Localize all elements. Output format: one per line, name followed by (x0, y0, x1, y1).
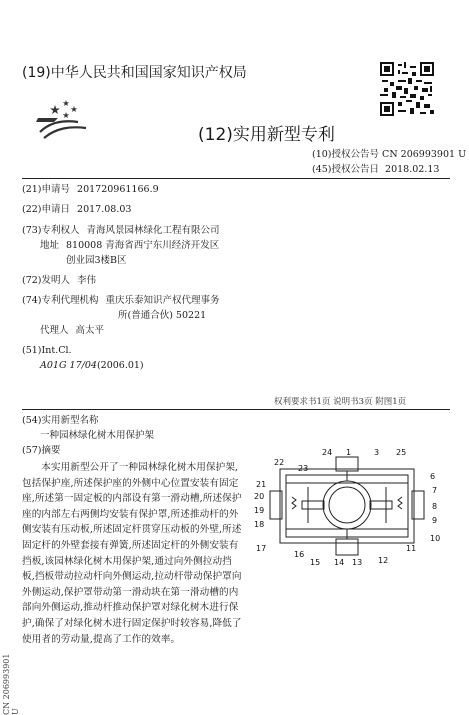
address-line-1: 810008 青海省西宁东川经济开发区 (66, 240, 220, 251)
biblio-divider (22, 409, 450, 410)
figure-label: 15 (310, 558, 321, 567)
figure-label: 18 (254, 520, 265, 529)
utility-model-name-label: (54)实用新型名称 (22, 415, 99, 426)
application-date-row (22, 203, 131, 217)
agent-label: 代理人 (40, 325, 69, 336)
application-date-label: (22)申请日 (22, 204, 71, 215)
qr-code (380, 62, 434, 116)
application-date: 2017.08.03 (77, 204, 132, 215)
figure-label: 8 (432, 502, 438, 511)
agent-row (40, 324, 104, 338)
figure-label: 20 (254, 492, 265, 501)
agency-label: (74)专利代理机构 (22, 295, 99, 306)
figure-label: 17 (256, 544, 267, 553)
publication-number-label: (10)授权公告号 (312, 149, 380, 160)
figure-label: 23 (298, 464, 309, 473)
int-cl-code: A01G 17/04 (40, 360, 97, 371)
publication-date: 2018.02.13 (385, 164, 440, 175)
publication-date-label: (45)授权公告日 (312, 164, 380, 175)
figure-label: 10 (430, 534, 441, 543)
figure-label: 22 (274, 458, 285, 467)
figure-label: 7 (432, 486, 438, 495)
pages-note: 权利要求书1页 说明书3页 附图1页 (274, 397, 407, 407)
figure-label: 13 (352, 558, 363, 567)
figure-label: 9 (432, 516, 438, 525)
patentee-row (22, 224, 220, 238)
side-publication-number: CN 206993901 U (2, 653, 20, 715)
publication-number-row (312, 148, 466, 162)
patentee-label: (73)专利权人 (22, 225, 80, 236)
figure-label: 3 (374, 448, 380, 457)
document-type: (12)实用新型专利 (198, 125, 335, 145)
agent: 高太平 (75, 325, 105, 336)
abstract-drawing (246, 447, 456, 569)
int-cl-label: (51)Int.Cl. (22, 345, 72, 356)
utility-model-title: 一种园林绿化树木用保护架 (40, 430, 155, 441)
inventor: 李伟 (77, 275, 97, 286)
application-number: 201720961166.9 (77, 184, 159, 195)
address-line-2: 创业园3楼B区 (66, 255, 127, 266)
patentee: 青海风景园林绿化工程有限公司 (86, 225, 220, 236)
office-name: (19)中华人民共和国国家知识产权局 (22, 65, 247, 81)
inventor-row (22, 274, 96, 288)
figure-label: 25 (396, 448, 407, 457)
agency-row (22, 294, 220, 308)
figure-label: 6 (430, 472, 436, 481)
publication-date-row (312, 163, 439, 177)
agency-line-2: 所(普通合伙) 50221 (118, 310, 207, 321)
abstract-text: 本实用新型公开了一种园林绿化树木用保护架,包括保护座,所述保护座的外侧中心位置安装有固定座,所述第一固定板的内部设有第一滑动槽,所述保护座的内部左右两侧均安装有保护罩,所述推动杆的外侧安装有压动板,所述固定杆贯穿压动板的外壁,所述固定杆的外壁套接有弹簧,所述固定杆的外侧安装有挡板,该园林绿化树木用保护架,通过向外侧拉动挡板,挡板带动拉动杆向外侧运动,拉动杆带动保护罩向外侧运动,保护罩带动第一滑动块在第一滑动槽的内部向外侧运动,推动杆推动保护罩对绿化树木进行保护,确保了对绿化树木进行固定保护时较容易,降低了使用者的劳动量,提高了工作的效率。 (22, 462, 242, 645)
inventor-label: (72)发明人 (22, 275, 71, 286)
application-number-row (22, 183, 159, 197)
header-divider (22, 178, 450, 179)
int-cl-year: (2006.01) (96, 360, 144, 371)
figure-label: 14 (334, 558, 345, 567)
address-label: 地址 (40, 240, 60, 251)
figure-label: 16 (294, 550, 305, 559)
abstract-label: (57)摘要 (22, 445, 61, 456)
figure-label: 12 (378, 556, 389, 565)
figure-label: 11 (406, 544, 417, 553)
figure-label: 19 (254, 506, 265, 515)
cnipa-emblem (34, 92, 92, 144)
int-cl-row (40, 359, 144, 373)
figure-label: 21 (256, 480, 267, 489)
figure-label: 24 (322, 448, 333, 457)
publication-number: CN 206993901 U (382, 149, 467, 160)
agency-line-1: 重庆乐泰知识产权代理事务 (105, 295, 220, 306)
application-number-label: (21)申请号 (22, 184, 71, 195)
figure-label: 1 (346, 448, 352, 457)
